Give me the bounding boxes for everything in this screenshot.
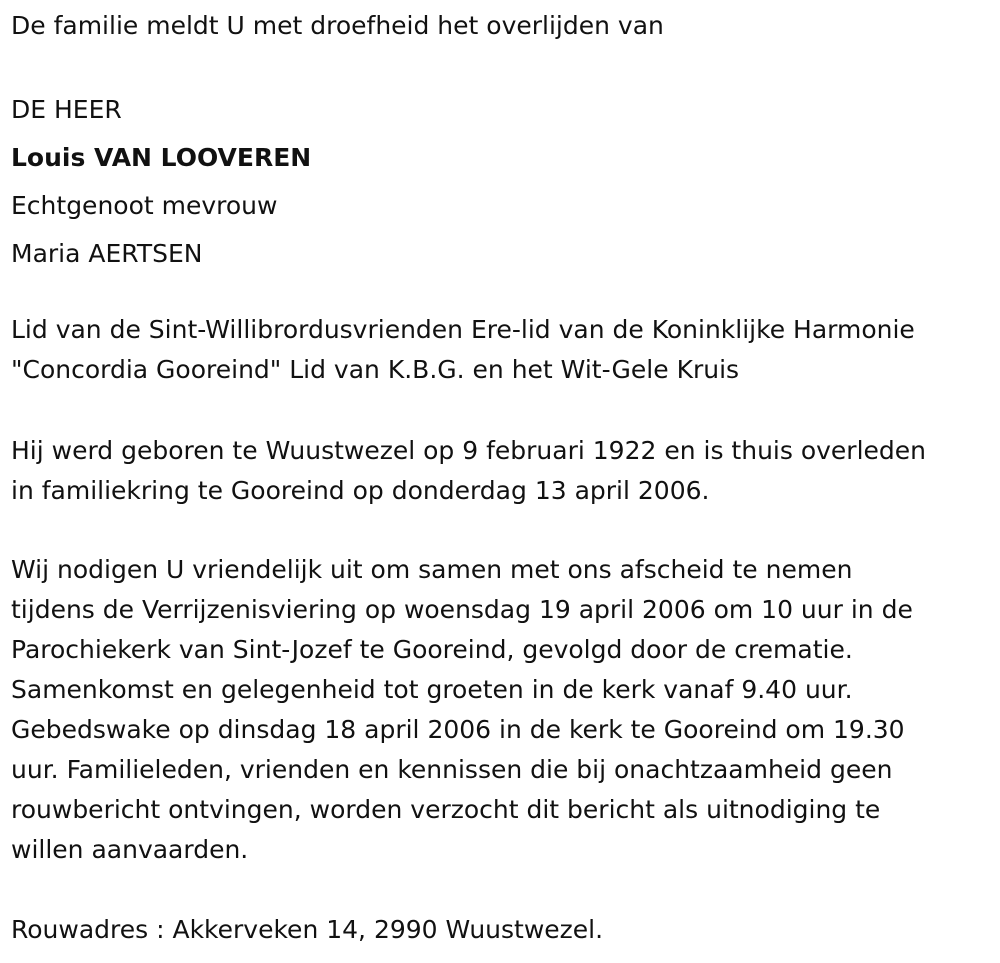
- intro-section: [11, 6, 664, 46]
- deceased-name: Louis VAN LOOVEREN: [11, 143, 312, 172]
- invitation-line: Wij nodigen U vriendelijk uit om samen met ons afscheid te nemen: [11, 555, 853, 584]
- invitation-line: willen aanvaarden.: [11, 835, 249, 864]
- invitation-line: uur. Familieleden, vrienden en kennissen die bij onachtzaamheid geen: [11, 755, 893, 784]
- invitation-line: tijdens de Verrijzenisviering op woensdag 19 april 2006 om 10 uur in de: [11, 595, 913, 624]
- honorific: DE HEER: [11, 95, 122, 124]
- deceased-block: [11, 86, 311, 278]
- memberships-line: Lid van de Sint-Willibrordusvrienden Ere-lid van de Koninklijke Harmonie: [11, 315, 915, 344]
- invitation-paragraph: [11, 550, 913, 870]
- memberships-line: "Concordia Gooreind" Lid van K.B.G. en het Wit-Gele Kruis: [11, 355, 740, 384]
- invitation-line: Parochiekerk van Sint-Jozef te Gooreind, gevolgd door de crematie.: [11, 635, 853, 664]
- memberships-paragraph: [11, 310, 915, 390]
- address-section: [11, 910, 603, 950]
- intro-text: De familie meldt U met droefheid het overlijden van: [11, 11, 664, 40]
- birth-death-line: in familiekring te Gooreind op donderdag 13 april 2006.: [11, 476, 710, 505]
- birth-death-line: Hij werd geboren te Wuustwezel op 9 februari 1922 en is thuis overleden: [11, 436, 927, 465]
- mourning-address: Rouwadres : Akkerveken 14, 2990 Wuustwezel.: [11, 915, 604, 944]
- invitation-line: Gebedswake op dinsdag 18 april 2006 in de kerk te Gooreind om 19.30: [11, 715, 905, 744]
- birth-death-paragraph: [11, 431, 926, 511]
- invitation-line: rouwbericht ontvingen, worden verzocht dit bericht als uitnodiging te: [11, 795, 881, 824]
- spouse-label: Echtgenoot mevrouw: [11, 191, 278, 220]
- spouse-name: Maria AERTSEN: [11, 239, 203, 268]
- invitation-line: Samenkomst en gelegenheid tot groeten in de kerk vanaf 9.40 uur.: [11, 675, 853, 704]
